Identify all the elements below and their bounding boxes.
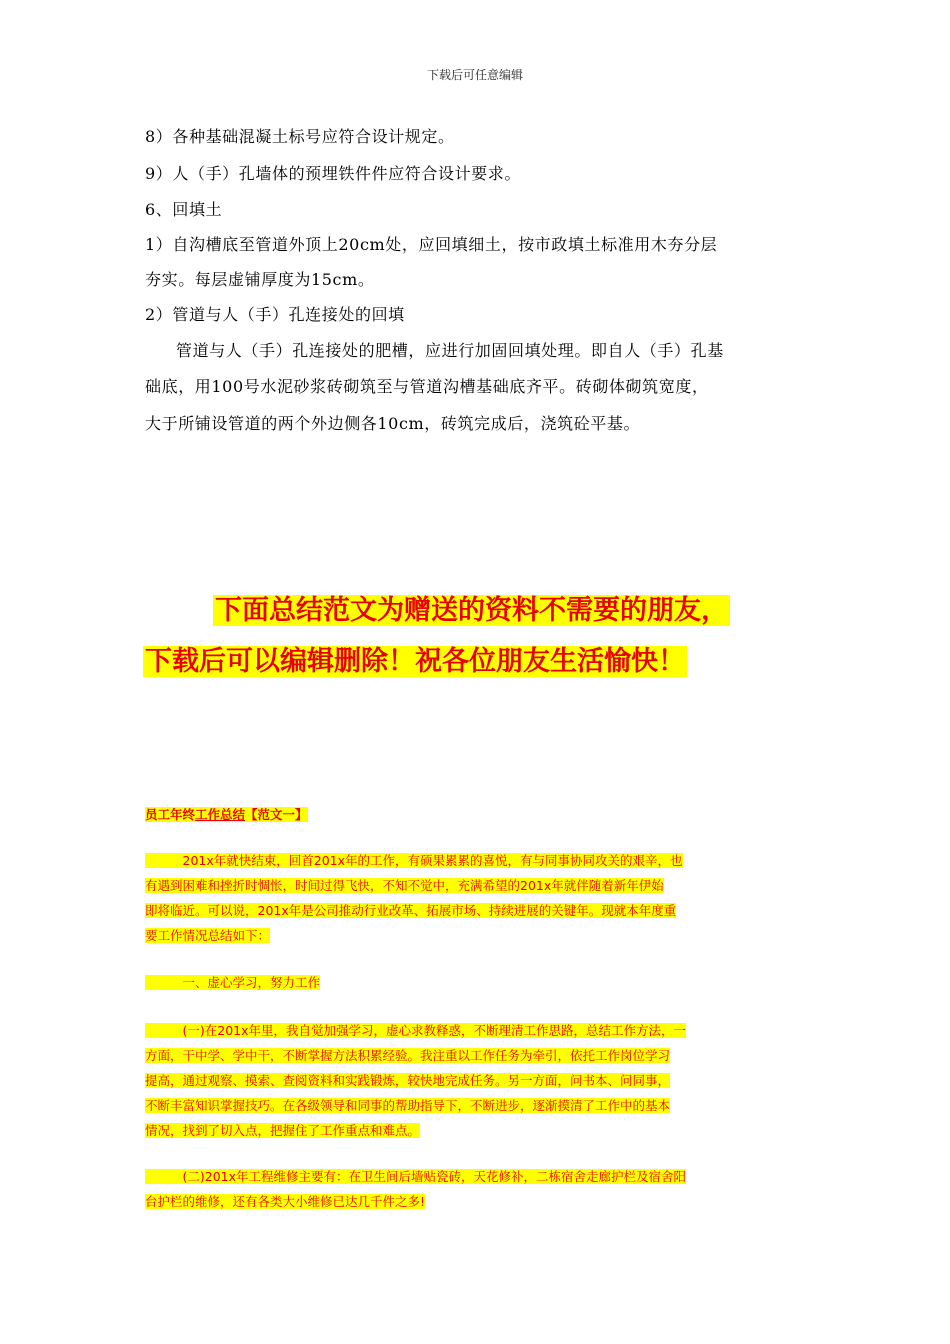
title-prefix: 员工年终	[145, 807, 196, 822]
paragraph-text: 不断丰富知识掌握技巧。在各级领导和同事的帮助指导下，不断进步，逐渐摸清了工作中的基本	[145, 1098, 671, 1113]
body-line: 1）自沟槽底至管道外顶上20cm处，应回填细土，按市政填土标准用木夯分层	[145, 235, 718, 254]
paragraph-text: 有遇到困难和挫折时惆怅，时间过得飞快，不知不觉中，充满希望的201x年就伴随着新年伊始	[145, 878, 664, 893]
paragraph-text: 即将临近。可以说，201x年是公司推动行业改革、拓展市场、持续进展的关键年。现就本年度重	[145, 903, 677, 918]
title-underlined: 工作总结	[195, 807, 246, 822]
paragraph-text: 情况，找到了切入点，把握住了工作重点和难点。	[145, 1123, 421, 1138]
paragraph-line	[145, 1047, 670, 1064]
paragraph-text: (二)201x年工程维修主要有：在卫生间后墙贴瓷砖，天花修补，二栋宿舍走廊护栏及宿舍阳	[145, 1169, 686, 1184]
body-line: 夯实。每层虚铺厚度为15cm。	[145, 270, 375, 289]
essay-title	[145, 806, 308, 823]
paragraph-text: (一)在201x年里，我自觉加强学习，虚心求教释惑，不断理清工作思路，总结工作方法，一	[145, 1023, 686, 1038]
paragraph-line	[145, 877, 664, 894]
paragraph-line	[145, 902, 676, 919]
paragraph-line	[145, 1122, 420, 1139]
body-line: 大于所铺设管道的两个外边侧各10cm，砖筑完成后，浇筑砼平基。	[145, 414, 641, 433]
body-line: 础底，用100号水泥砂浆砖砌筑至与管道沟槽基础底齐平。砖砌体砌筑宽度，	[145, 377, 709, 396]
paragraph-line	[145, 1168, 686, 1185]
paragraph-line	[145, 852, 683, 869]
section-heading	[145, 974, 320, 991]
body-line: 6、回填土	[145, 200, 223, 219]
promo-text: 下面总结范文为赠送的资料不需要的朋友，	[215, 595, 728, 626]
paragraph-text: 提高，通过观察、摸索、查阅资料和实践锻炼，较快地完成任务。另一方面，问书本、问同事，	[145, 1073, 671, 1088]
promo-line	[143, 647, 687, 677]
paragraph-line	[145, 927, 270, 944]
body-line: 9）人（手）孔墙体的预埋铁件件应符合设计要求。	[145, 164, 521, 183]
page-header: 下载后可任意编辑	[426, 68, 523, 82]
paragraph-text: 201x年就快结束，回首201x年的工作，有硕果累累的喜悦，有与同事协同攻关的艰辛，也	[145, 853, 683, 868]
paragraph-text: 台护栏的维修，还有各类大小维修已达几千件之多!	[145, 1194, 426, 1209]
body-line: 8）各种基础混凝土标号应符合设计规定。	[145, 127, 455, 146]
paragraph-line	[145, 1072, 670, 1089]
paragraph-line	[145, 1193, 425, 1210]
body-line: 2）管道与人（手）孔连接处的回填	[145, 305, 405, 324]
heading-text: 一、虚心学习，努力工作	[145, 975, 320, 990]
paragraph-line	[145, 1022, 686, 1039]
body-line: 管道与人（手）孔连接处的肥槽，应进行加固回填处理。即自人（手）孔基	[176, 341, 724, 360]
paragraph-text: 要工作情况总结如下：	[145, 928, 271, 943]
promo-text: 下载后可以编辑删除！祝各位朋友生活愉快！	[145, 646, 685, 677]
title-suffix: 【范文一】	[245, 807, 308, 822]
paragraph-text: 方面，干中学、学中干，不断掌握方法积累经验。我注重以工作任务为牵引，依托工作岗位学习	[145, 1048, 671, 1063]
promo-line	[213, 596, 730, 626]
paragraph-line	[145, 1097, 670, 1114]
